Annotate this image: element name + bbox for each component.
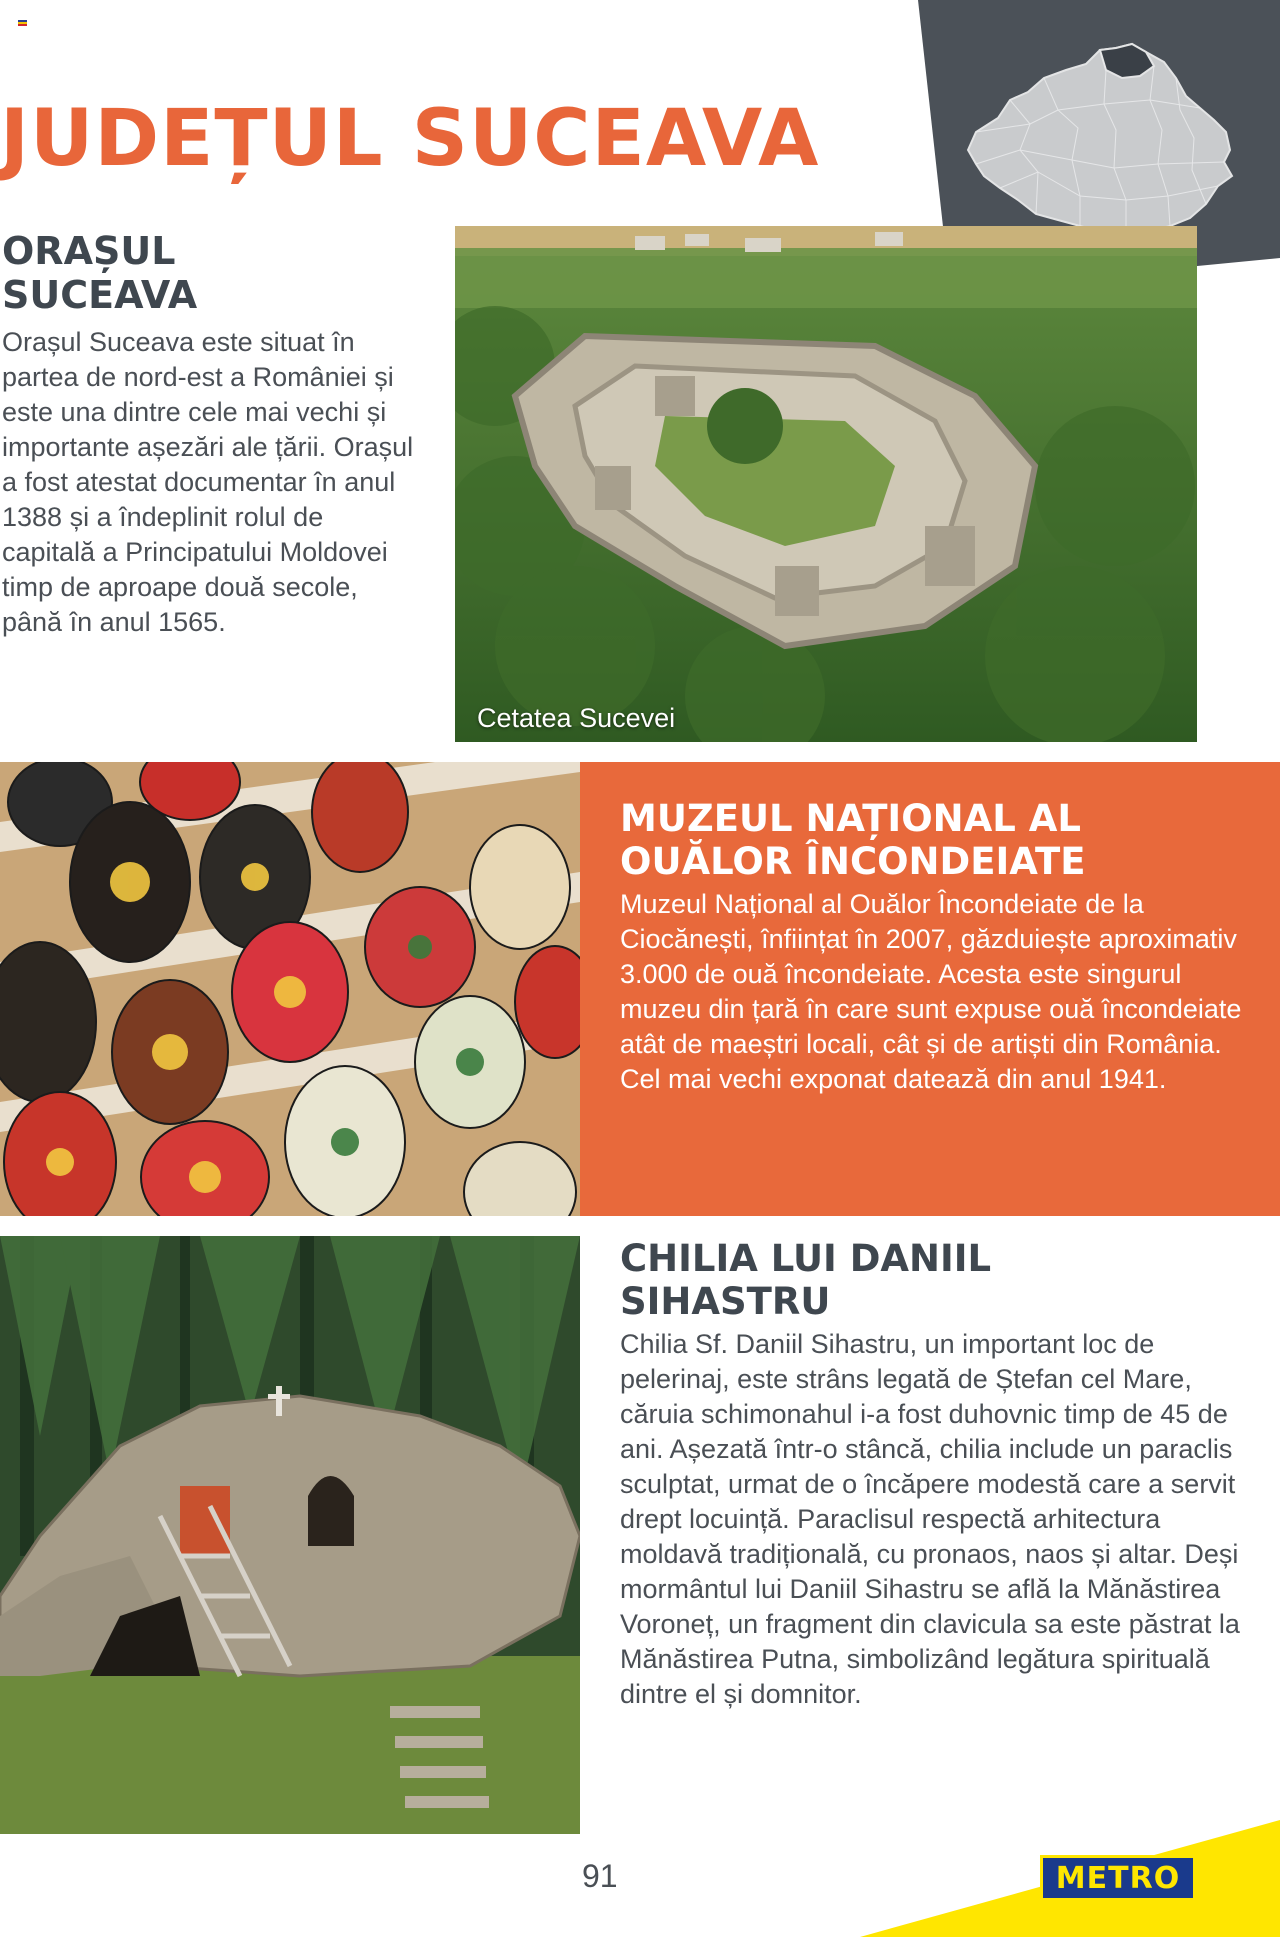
hermitage-section	[620, 1238, 1260, 1712]
metro-logo-text: METRO	[1055, 1860, 1181, 1896]
hermitage-description: Chilia Sf. Daniil Sihastru, un important loc de pelerinaj, este strâns legată de Ștefan cel Mare, căruia schimonahul i-a fost duhovnic timp de 45 de ani. Așezată într-o stâncă, chilia include un paraclis sculptat, urmat de o încăpere modestă care a servit drept locuință. Paraclisul respectă arhitectura moldavă tradițională, cu pronaos, naos și altar. Deși mormântul lui Daniil Sihastru se află la Mănăstirea Voroneț, un fragment din clavicula sa este păstrat la Mănăstirea Putna, simbolizând legătura spirituală dintre el și domnitor.	[620, 1329, 1240, 1710]
fortress-photo	[455, 226, 1197, 742]
city-section	[2, 230, 422, 640]
metro-logo	[1040, 1855, 1196, 1901]
museum-description: Muzeul Național al Ouălor Încondeiate de la Ciocănești, înființat în 2007, găzduiește aproximativ 3.000 de ouă încondeiate. Acesta este singurul muzeu din țară în care sunt expuse ouă încondeiate atât de maeștri locali, cât și de artiști din România. Cel mai vechi exponat datează din anul 1941.	[620, 889, 1242, 1095]
city-heading	[2, 230, 422, 317]
museum-heading	[620, 798, 1260, 883]
museum-panel	[580, 762, 1280, 1216]
hermitage-photo	[0, 1236, 580, 1834]
hermitage-heading-line2: SIHASTRU	[620, 1279, 831, 1323]
painted-eggs-photo	[0, 762, 580, 1216]
hermitage-heading-line1: CHILIA LUI DANIIL	[620, 1237, 992, 1280]
page-number: 91	[582, 1858, 618, 1894]
museum-heading-line2: OUĂLOR ÎNCONDEIATE	[620, 839, 1086, 883]
hermitage-heading	[620, 1238, 1260, 1323]
city-description: Orașul Suceava este situat în partea de nord-est a României și este una dintre cele mai vechi și importante așezări ale țării. Orașul a fost atestat documentar în anul 1388 și a îndeplinit rolul de capitală a Principatului Moldovei timp de aproape două secole, până în anul 1565.	[2, 327, 414, 638]
flag-icon	[18, 20, 27, 26]
museum-heading-line1: MUZEUL NAȚIONAL AL	[620, 797, 1081, 840]
city-heading-line1: ORAȘUL	[2, 229, 176, 273]
fortress-caption: Cetatea Sucevei	[477, 703, 676, 733]
page-title: JUDEȚUL SUCEAVA	[0, 94, 820, 184]
city-heading-line2: SUCEAVA	[2, 272, 198, 317]
